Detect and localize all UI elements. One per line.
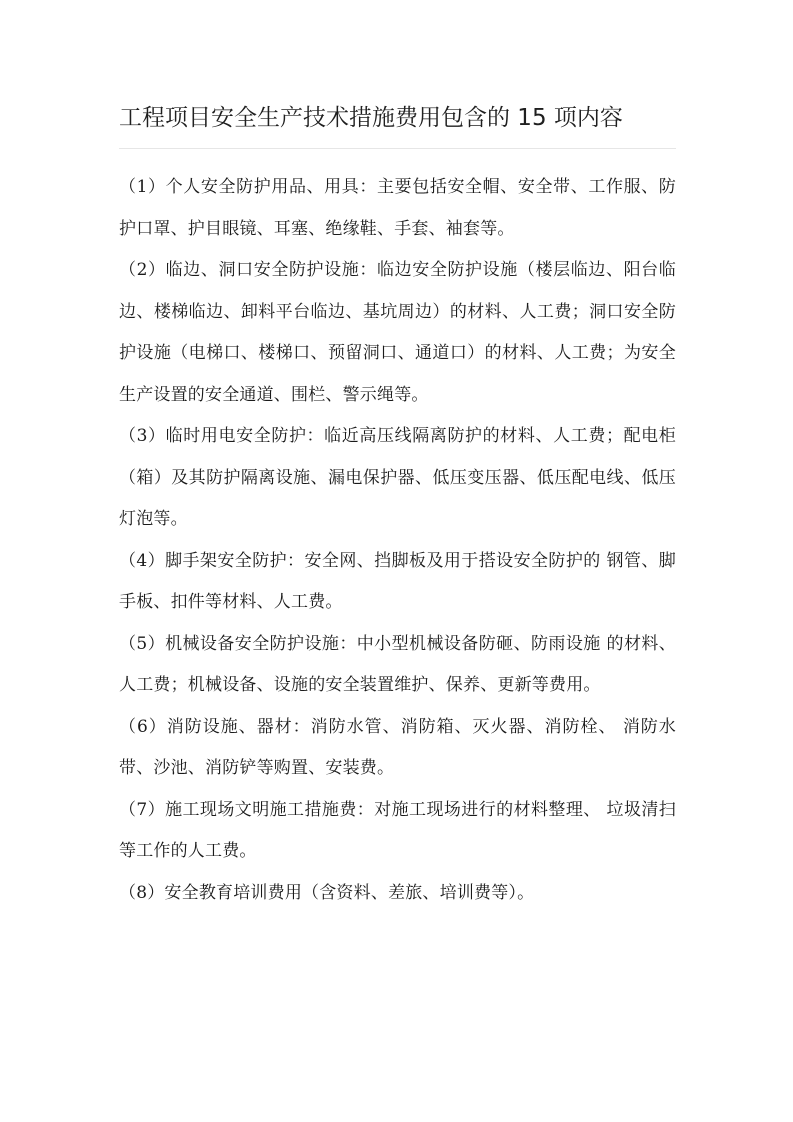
item-1: （1）个人安全防护用品、用具：主要包括安全帽、安全带、工作服、防护口罩、护目眼镜、耳塞、绝缘鞋、手套、袖套等。 <box>119 177 676 239</box>
document-title: 工程项目安全生产技术措施费用包含的 15 项内容 <box>119 105 623 131</box>
item-6: （6）消防设施、器材：消防水管、消防箱、灭火器、消防栓、 消防水带、沙池、消防铲等购置、安装费。 <box>119 716 676 778</box>
item-5: （5）机械设备安全防护设施：中小型机械设备防砸、防雨设施 的材料、人工费；机械设备、设施的安全装置维护、保养、更新等费用。 <box>119 633 676 695</box>
item-2: （2）临边、洞口安全防护设施：临边安全防护设施（楼层临边、阳台临边、楼梯临边、卸料平台临边、基坑周边）的材料、人工费；洞口安全防护设施（电梯口、楼梯口、预留洞口、通道口）的材料、人工费；为安全生产设置的安全通道、围栏、警示绳等。 <box>119 260 676 405</box>
title-divider <box>119 148 676 149</box>
item-7: （7）施工现场文明施工措施费：对施工现场进行的材料整理、 垃圾清扫等工作的人工费。 <box>119 799 676 861</box>
item-3: （3）临时用电安全防护：临近高压线隔离防护的材料、人工费；配电柜（箱）及其防护隔离设施、漏电保护器、低压变压器、低压配电线、低压灯泡等。 <box>119 426 676 529</box>
item-4: （4）脚手架安全防护：安全网、挡脚板及用于搭设安全防护的 钢管、脚手板、扣件等材料、人工费。 <box>119 550 676 612</box>
document-body <box>119 167 676 914</box>
item-8: （8）安全教育培训费用（含资料、差旅、培训费等）。 <box>119 882 535 903</box>
